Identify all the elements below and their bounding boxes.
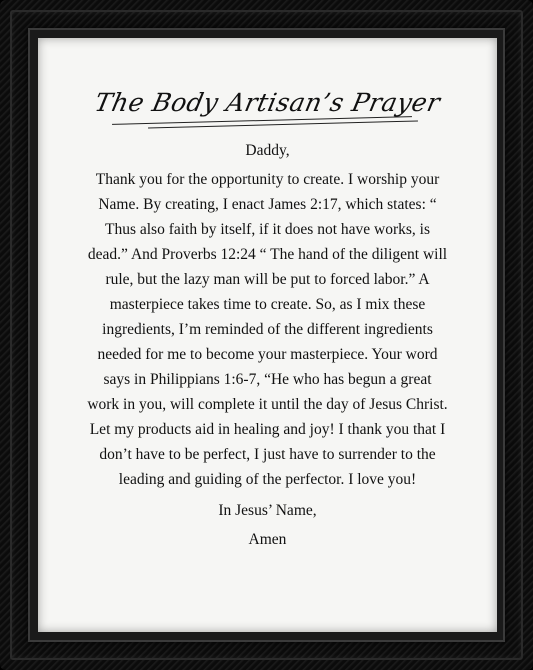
prayer-closing: Amen xyxy=(248,531,287,548)
prayer-title: The Body Artisan’s Prayer xyxy=(92,88,443,117)
prayer-body: Thank you for the opportunity to create. I worship your Name. By creating, I enact James 2:17, which states: “ Thus also faith by itself, if it does not have works, is dead.” And Proverbs 12:24 “ The hand of the diligent will rule, but the lazy man will be put to forced labor.” A masterpiece takes time to create. So, as I mix these ingredients, I’m reminded of the different ingredients needed for me to become your masterpiece. Your word says in Philippians 1:6-7, “He who has begun a great work in you, will complete it until the day of Jesus Christ. Let my products aid in healing and joy! I thank you that I don’t have to be perfect, I just have to surrender to the leading and guiding of the perfector. I love you! xyxy=(87,171,448,488)
prayer-signoff: In Jesus’ Name, xyxy=(218,502,317,519)
prayer-paper xyxy=(38,38,497,632)
prayer-greeting: Daddy, xyxy=(245,142,290,159)
prayer-text xyxy=(86,138,449,552)
